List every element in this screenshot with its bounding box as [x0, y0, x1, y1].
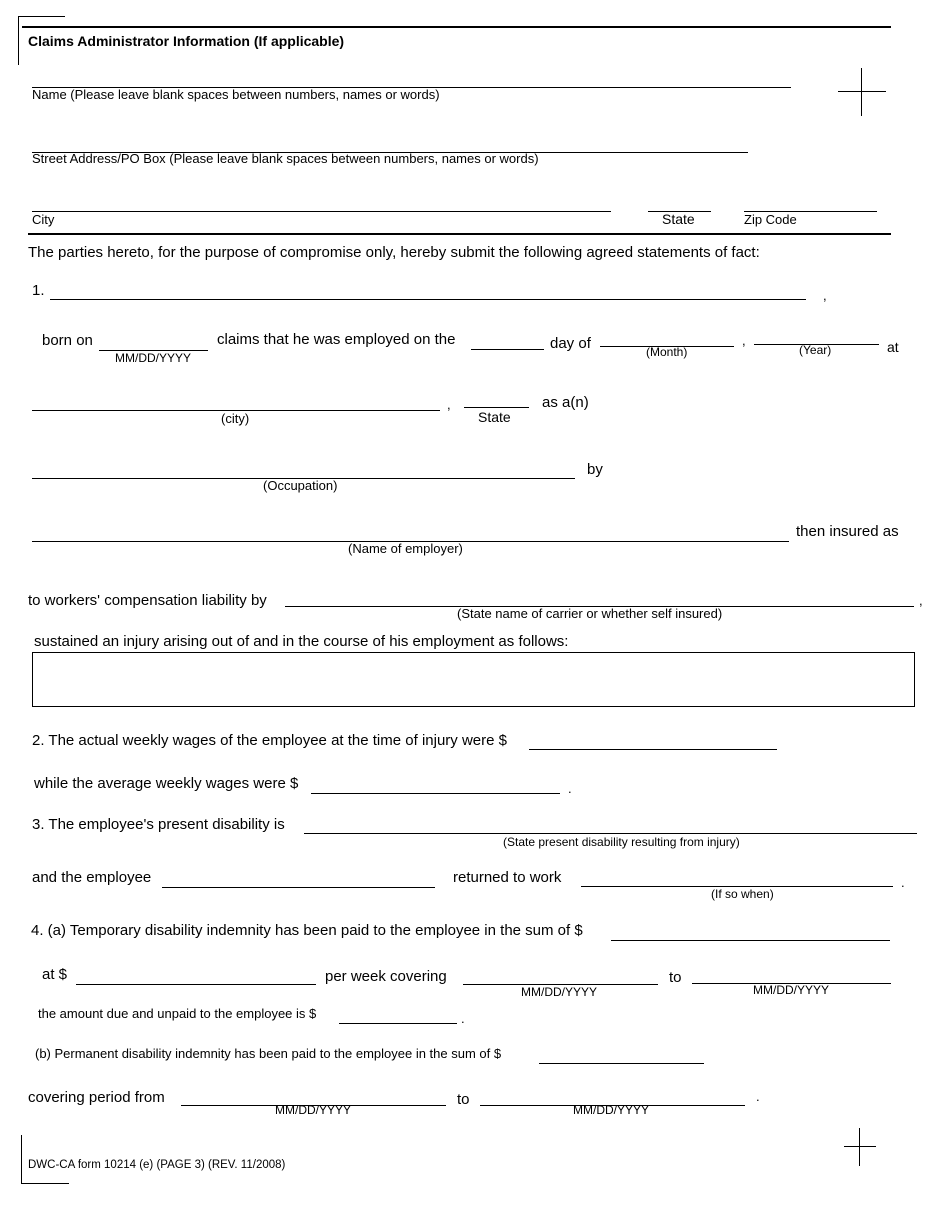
year-hint: (Year) [799, 343, 832, 357]
temp-to-date-hint: MM/DD/YYYY [753, 983, 830, 997]
section-bottom-rule [28, 233, 891, 235]
disability-line [304, 833, 917, 834]
and-employee-text: and the employee [32, 869, 152, 886]
covering-text: covering period from [28, 1089, 165, 1106]
item1-number: 1. [32, 282, 45, 299]
disability-input[interactable] [304, 814, 917, 832]
actual-wages-input[interactable] [529, 730, 777, 748]
temp-disability-sum-input[interactable] [611, 921, 890, 939]
corner-mark-top-left-h [18, 16, 65, 17]
liability-text: to workers' compensation liability by [28, 592, 267, 609]
temp-to-text: to [669, 969, 682, 986]
admin-street-input[interactable] [32, 133, 748, 151]
item1-comma4: , [919, 593, 923, 608]
perm-to-date-input[interactable] [480, 1086, 745, 1104]
item4-period1: . [461, 1011, 465, 1026]
perm-to-date-hint: MM/DD/YYYY [573, 1103, 650, 1117]
admin-zip-label: Zip Code [744, 212, 797, 227]
average-wages-line [311, 793, 560, 794]
city-hint: (city) [221, 411, 250, 426]
actual-wages-text: 2. The actual weekly wages of the employee at the time of injury were $ [32, 732, 507, 749]
unpaid-text: the amount due and unpaid to the employee is $ [38, 1006, 317, 1021]
employment-state-input[interactable] [464, 388, 530, 406]
corner-mark-top-left [18, 16, 19, 65]
employment-day-input[interactable] [471, 330, 545, 348]
injury-text: sustained an injury arising out of and in the course of his employment as follows: [34, 633, 569, 650]
claims-text: claims that he was employed on the [217, 331, 456, 348]
temp-from-date-input[interactable] [463, 965, 658, 983]
employment-city-input[interactable] [32, 391, 441, 409]
permanent-sum-line [539, 1063, 704, 1064]
employer-name-input[interactable] [32, 522, 789, 540]
corner-mark-bottom-left-h [21, 1183, 69, 1184]
occupation-input[interactable] [32, 459, 576, 477]
carrier-hint: (State name of carrier or whether self insured) [457, 606, 723, 621]
admin-city-line [32, 211, 611, 212]
weekly-rate-line [76, 984, 316, 985]
returned-text: returned to work [453, 869, 562, 886]
temp-to-date-input[interactable] [692, 964, 891, 982]
employer-hint: (Name of employer) [348, 541, 463, 556]
admin-state-label: State [662, 211, 695, 227]
weekly-rate-input[interactable] [76, 965, 316, 983]
employment-state-line [464, 407, 529, 408]
disability-text: 3. The employee's present disability is [32, 816, 285, 833]
by-text: by [587, 461, 603, 478]
perm-from-date-input[interactable] [181, 1086, 446, 1104]
employee-returned-input[interactable] [162, 868, 434, 886]
state-hint: State [478, 409, 511, 425]
unpaid-amount-input[interactable] [339, 1004, 457, 1022]
permanent-disability-text: (b) Permanent disability indemnity has been paid to the employee in the sum of $ [35, 1046, 502, 1061]
born-on-text: born on [42, 332, 93, 349]
item1-comma1: , [823, 288, 827, 303]
form-identifier: DWC-CA form 10214 (e) (PAGE 3) (REV. 11/2008) [28, 1159, 286, 1171]
admin-city-label: City [32, 212, 55, 227]
at-text: at [887, 339, 899, 355]
item2-period: . [568, 781, 572, 796]
return-date-input[interactable] [581, 867, 893, 885]
admin-name-input[interactable] [32, 68, 792, 86]
dob-input[interactable] [99, 331, 209, 349]
intro-statement: The parties hereto, for the purpose of compromise only, hereby submit the following agreed statements of fact: [28, 244, 760, 261]
employee-returned-line [162, 887, 435, 888]
actual-wages-line [529, 749, 777, 750]
disability-hint: (State present disability resulting from injury) [503, 835, 740, 849]
per-week-text: per week covering [325, 968, 447, 985]
crosshair-bottom-right-h [844, 1146, 876, 1147]
item1-comma2: , [742, 333, 746, 348]
admin-street-label: Street Address/PO Box (Please leave blank spaces between numbers, names or words) [32, 151, 539, 166]
unpaid-amount-line [339, 1023, 457, 1024]
average-wages-text: while the average weekly wages were $ [34, 775, 299, 792]
item4-period2: . [756, 1089, 760, 1104]
carrier-input[interactable] [285, 587, 915, 605]
employee-name-input[interactable] [50, 280, 806, 298]
at-dollar-text: at $ [42, 966, 68, 983]
admin-city-input[interactable] [32, 192, 612, 210]
employment-month-input[interactable] [600, 327, 734, 345]
permanent-sum-input[interactable] [539, 1044, 705, 1062]
average-wages-input[interactable] [311, 774, 560, 792]
section-top-rule [22, 26, 891, 28]
when-hint: (If so when) [711, 887, 774, 901]
corner-mark-bottom-left [21, 1135, 22, 1184]
crosshair-bottom-right [859, 1128, 860, 1166]
perm-to-text: to [457, 1091, 470, 1108]
admin-name-label: Name (Please leave blank spaces between numbers, names or words) [32, 87, 440, 102]
perm-from-date-hint: MM/DD/YYYY [275, 1103, 352, 1117]
temp-disability-text: 4. (a) Temporary disability indemnity has been paid to the employee in the sum of $ [31, 922, 583, 939]
item3-period: . [901, 875, 905, 890]
dob-hint: MM/DD/YYYY [115, 351, 192, 365]
admin-state-input[interactable] [648, 192, 712, 210]
month-hint: (Month) [646, 345, 688, 359]
occupation-hint: (Occupation) [263, 478, 338, 493]
employee-name-line [50, 299, 806, 300]
employment-day-line [471, 349, 544, 350]
day-of-text: day of [550, 335, 591, 352]
crosshair-top-right [861, 68, 862, 116]
section-title: Claims Administrator Information (If applicable) [28, 33, 345, 49]
temp-from-date-hint: MM/DD/YYYY [521, 985, 598, 999]
injury-description-box[interactable] [32, 652, 915, 707]
admin-zip-input[interactable] [744, 192, 878, 210]
crosshair-top-right-h [838, 91, 886, 92]
item1-comma3: , [447, 397, 451, 412]
temp-disability-sum-line [611, 940, 890, 941]
insured-as-text: then insured as [796, 523, 899, 540]
as-an-text: as a(n) [542, 394, 589, 411]
employment-year-input[interactable] [754, 325, 878, 343]
